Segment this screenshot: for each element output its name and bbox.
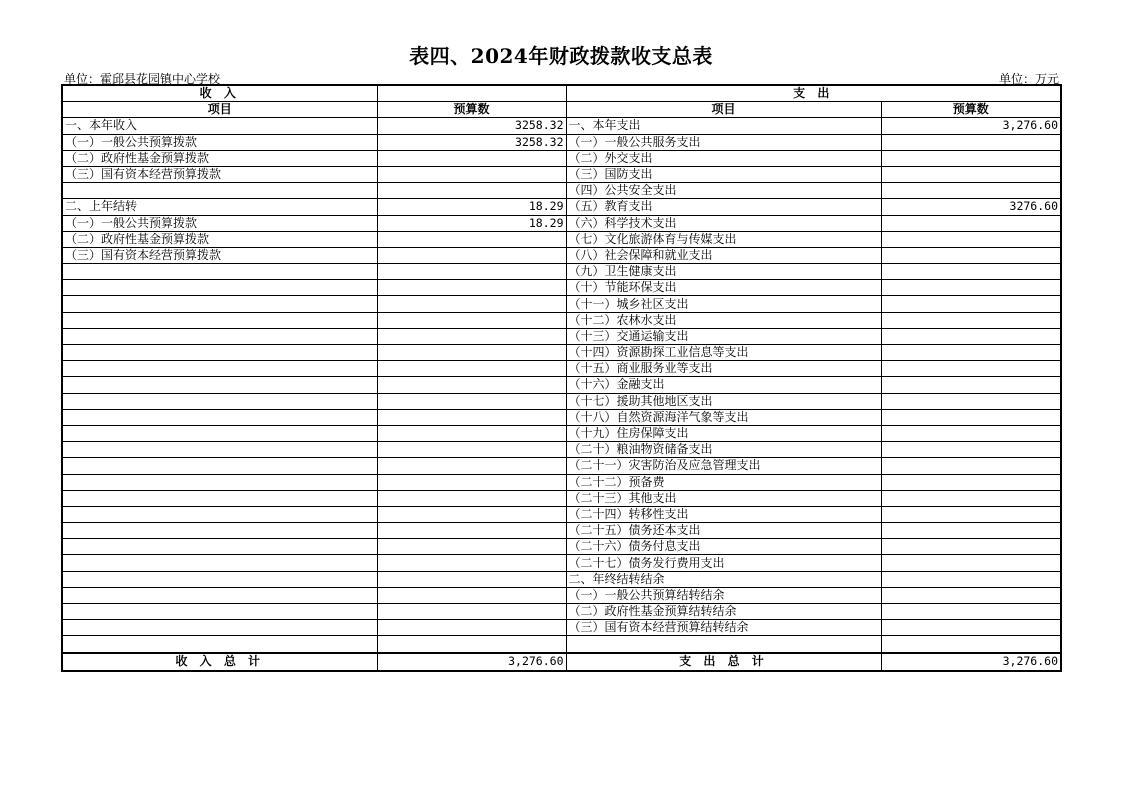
expense-item-cell: （二十四）转移性支出	[566, 506, 881, 522]
income-value-cell	[377, 587, 566, 603]
income-value-cell: 18.29	[377, 199, 566, 215]
expense-value-cell	[881, 328, 1061, 344]
income-item-cell	[62, 393, 377, 409]
table-row	[62, 150, 1061, 166]
table-row	[62, 555, 1061, 571]
income-item-cell	[62, 377, 377, 393]
table-row	[62, 296, 1061, 312]
expense-value-cell	[881, 474, 1061, 490]
expense-value-cell	[881, 134, 1061, 150]
expense-value-cell	[881, 345, 1061, 361]
expense-value-cell	[881, 312, 1061, 328]
income-item-cell	[62, 555, 377, 571]
expense-value-cell	[881, 150, 1061, 166]
income-item-cell	[62, 361, 377, 377]
expense-item-cell: 一、本年支出	[566, 118, 881, 134]
expense-value-cell	[881, 571, 1061, 587]
expense-value-cell	[881, 425, 1061, 441]
income-value-cell	[377, 442, 566, 458]
table-row	[62, 587, 1061, 603]
expense-item-cell: （十五）商业服务业等支出	[566, 361, 881, 377]
table-row	[62, 474, 1061, 490]
income-value-cell	[377, 539, 566, 555]
expense-value-cell	[881, 604, 1061, 620]
income-item-cell	[62, 264, 377, 280]
expense-item-cell: （十四）资源勘探工业信息等支出	[566, 345, 881, 361]
expense-section-header: 支 出	[566, 85, 1061, 102]
income-item-cell: （二）政府性基金预算拨款	[62, 150, 377, 166]
expense-total-label: 支 出 总 计	[566, 653, 881, 671]
income-item-cell	[62, 409, 377, 425]
expense-value-cell	[881, 490, 1061, 506]
income-item-cell	[62, 539, 377, 555]
table-row	[62, 312, 1061, 328]
table-row	[62, 571, 1061, 587]
table-row	[62, 506, 1061, 522]
table-row	[62, 231, 1061, 247]
income-value-cell	[377, 571, 566, 587]
table-row	[62, 199, 1061, 215]
income-value-cell	[377, 361, 566, 377]
expense-total-value: 3,276.60	[881, 653, 1061, 671]
table-row	[62, 523, 1061, 539]
income-item-cell	[62, 636, 377, 653]
income-value-cell	[377, 166, 566, 182]
income-value-cell	[377, 183, 566, 199]
table-row	[62, 345, 1061, 361]
income-section-header: 收 入	[62, 85, 377, 102]
income-item-cell: （一）一般公共预算拨款	[62, 134, 377, 150]
income-value-cell	[377, 409, 566, 425]
expense-value-cell	[881, 458, 1061, 474]
table-row	[62, 409, 1061, 425]
income-item-cell	[62, 604, 377, 620]
income-item-cell	[62, 490, 377, 506]
expense-value-cell: 3276.60	[881, 199, 1061, 215]
income-item-cell: （三）国有资本经营预算拨款	[62, 166, 377, 182]
expense-value-cell	[881, 620, 1061, 636]
income-item-cell	[62, 328, 377, 344]
income-value-cell	[377, 296, 566, 312]
expense-value-cell: 3,276.60	[881, 118, 1061, 134]
expense-item-cell: （十）节能环保支出	[566, 280, 881, 296]
income-value-cell	[377, 312, 566, 328]
expense-value-cell	[881, 587, 1061, 603]
income-value-cell	[377, 474, 566, 490]
income-item-cell: 二、上年结转	[62, 199, 377, 215]
expense-value-cell	[881, 215, 1061, 231]
expense-value-cell	[881, 539, 1061, 555]
expense-value-cell	[881, 506, 1061, 522]
page-title: 表四、2024年财政拨款收支总表	[409, 44, 713, 68]
expense-item-cell: （五）教育支出	[566, 199, 881, 215]
income-section-blank	[377, 85, 566, 102]
income-value-cell: 3258.32	[377, 118, 566, 134]
expense-item-cell: （十三）交通运输支出	[566, 328, 881, 344]
income-item-cell: （一）一般公共预算拨款	[62, 215, 377, 231]
expense-value-cell	[881, 393, 1061, 409]
table-row	[62, 264, 1061, 280]
income-value-cell	[377, 150, 566, 166]
expense-item-cell: （六）科学技术支出	[566, 215, 881, 231]
table-row	[62, 183, 1061, 199]
expense-budget-header: 预算数	[881, 102, 1061, 118]
income-item-cell	[62, 312, 377, 328]
table-row	[62, 328, 1061, 344]
income-item-cell	[62, 571, 377, 587]
expense-item-cell: （一）一般公共预算结转结余	[566, 587, 881, 603]
income-total-value: 3,276.60	[377, 653, 566, 671]
income-value-cell	[377, 377, 566, 393]
income-value-cell	[377, 328, 566, 344]
expense-item-cell: （十一）城乡社区支出	[566, 296, 881, 312]
expense-item-cell: （七）文化旅游体育与传媒支出	[566, 231, 881, 247]
income-item-cell	[62, 620, 377, 636]
expense-item-cell: （二）外交支出	[566, 150, 881, 166]
income-value-cell	[377, 264, 566, 280]
expense-item-cell	[566, 636, 881, 653]
income-item-cell	[62, 183, 377, 199]
expense-item-cell: （二十七）债务发行费用支出	[566, 555, 881, 571]
unit-currency-label: 单位：万元	[998, 72, 1059, 86]
income-value-cell	[377, 490, 566, 506]
budget-summary-table	[61, 84, 1062, 672]
income-item-cell	[62, 280, 377, 296]
expense-item-cell: （十七）援助其他地区支出	[566, 393, 881, 409]
expense-item-cell: （十八）自然资源海洋气象等支出	[566, 409, 881, 425]
table-row	[62, 166, 1061, 182]
income-item-cell	[62, 523, 377, 539]
expense-item-cell: （二）政府性基金预算结转结余	[566, 604, 881, 620]
expense-value-cell	[881, 377, 1061, 393]
expense-item-header: 项目	[566, 102, 881, 118]
income-value-cell	[377, 425, 566, 441]
expense-value-cell	[881, 280, 1061, 296]
table-row	[62, 393, 1061, 409]
income-value-cell	[377, 604, 566, 620]
income-item-cell	[62, 296, 377, 312]
expense-item-cell: （四）公共安全支出	[566, 183, 881, 199]
income-value-cell	[377, 345, 566, 361]
expense-value-cell	[881, 247, 1061, 263]
table-row	[62, 539, 1061, 555]
expense-value-cell	[881, 183, 1061, 199]
expense-item-cell: （二十二）预备费	[566, 474, 881, 490]
expense-item-cell: （八）社会保障和就业支出	[566, 247, 881, 263]
expense-value-cell	[881, 442, 1061, 458]
income-value-cell	[377, 247, 566, 263]
income-value-cell: 3258.32	[377, 134, 566, 150]
income-total-label: 收 入 总 计	[62, 653, 377, 671]
income-item-cell	[62, 587, 377, 603]
expense-item-cell: （二十三）其他支出	[566, 490, 881, 506]
income-item-cell	[62, 425, 377, 441]
table-row	[62, 280, 1061, 296]
table-row	[62, 490, 1061, 506]
table-row	[62, 134, 1061, 150]
expense-item-cell: 二、年终结转结余	[566, 571, 881, 587]
expense-item-cell: （二十）粮油物资储备支出	[566, 442, 881, 458]
expense-item-cell: （一）一般公共服务支出	[566, 134, 881, 150]
income-value-cell	[377, 523, 566, 539]
income-item-cell	[62, 442, 377, 458]
income-item-cell: （三）国有资本经营预算拨款	[62, 247, 377, 263]
income-item-cell: 一、本年收入	[62, 118, 377, 134]
income-item-cell	[62, 474, 377, 490]
income-value-cell	[377, 231, 566, 247]
expense-value-cell	[881, 555, 1061, 571]
expense-item-cell: （二十一）灾害防治及应急管理支出	[566, 458, 881, 474]
expense-item-cell: （十六）金融支出	[566, 377, 881, 393]
table-row	[62, 361, 1061, 377]
table-row	[62, 620, 1061, 636]
table-row	[62, 377, 1061, 393]
expense-value-cell	[881, 361, 1061, 377]
expense-value-cell	[881, 231, 1061, 247]
income-item-cell: （二）政府性基金预算拨款	[62, 231, 377, 247]
expense-value-cell	[881, 409, 1061, 425]
section-header-row	[62, 85, 1061, 102]
table-row	[62, 442, 1061, 458]
income-value-cell	[377, 393, 566, 409]
expense-item-cell: （二十六）债务付息支出	[566, 539, 881, 555]
unit-organization-label: 单位：霍邱县花园镇中心学校	[64, 72, 221, 86]
table-row	[62, 215, 1061, 231]
expense-value-cell	[881, 166, 1061, 182]
income-value-cell	[377, 620, 566, 636]
table-row	[62, 604, 1061, 620]
totals-row	[62, 653, 1061, 671]
column-header-row	[62, 102, 1061, 118]
expense-value-cell	[881, 296, 1061, 312]
income-value-cell: 18.29	[377, 215, 566, 231]
income-value-cell	[377, 555, 566, 571]
table-row	[62, 118, 1061, 134]
table-row	[62, 458, 1061, 474]
expense-item-cell: （十二）农林水支出	[566, 312, 881, 328]
income-value-cell	[377, 280, 566, 296]
table-row	[62, 425, 1061, 441]
expense-item-cell: （三）国有资本经营预算结转结余	[566, 620, 881, 636]
expense-item-cell: （十九）住房保障支出	[566, 425, 881, 441]
income-item-header: 项目	[62, 102, 377, 118]
table-row	[62, 247, 1061, 263]
income-value-cell	[377, 506, 566, 522]
table-row	[62, 636, 1061, 653]
expense-item-cell: （三）国防支出	[566, 166, 881, 182]
expense-value-cell	[881, 264, 1061, 280]
income-item-cell	[62, 506, 377, 522]
expense-item-cell: （二十五）债务还本支出	[566, 523, 881, 539]
income-value-cell	[377, 458, 566, 474]
expense-item-cell: （九）卫生健康支出	[566, 264, 881, 280]
expense-value-cell	[881, 523, 1061, 539]
income-item-cell	[62, 345, 377, 361]
income-value-cell	[377, 636, 566, 653]
expense-value-cell	[881, 636, 1061, 653]
income-budget-header: 预算数	[377, 102, 566, 118]
income-item-cell	[62, 458, 377, 474]
